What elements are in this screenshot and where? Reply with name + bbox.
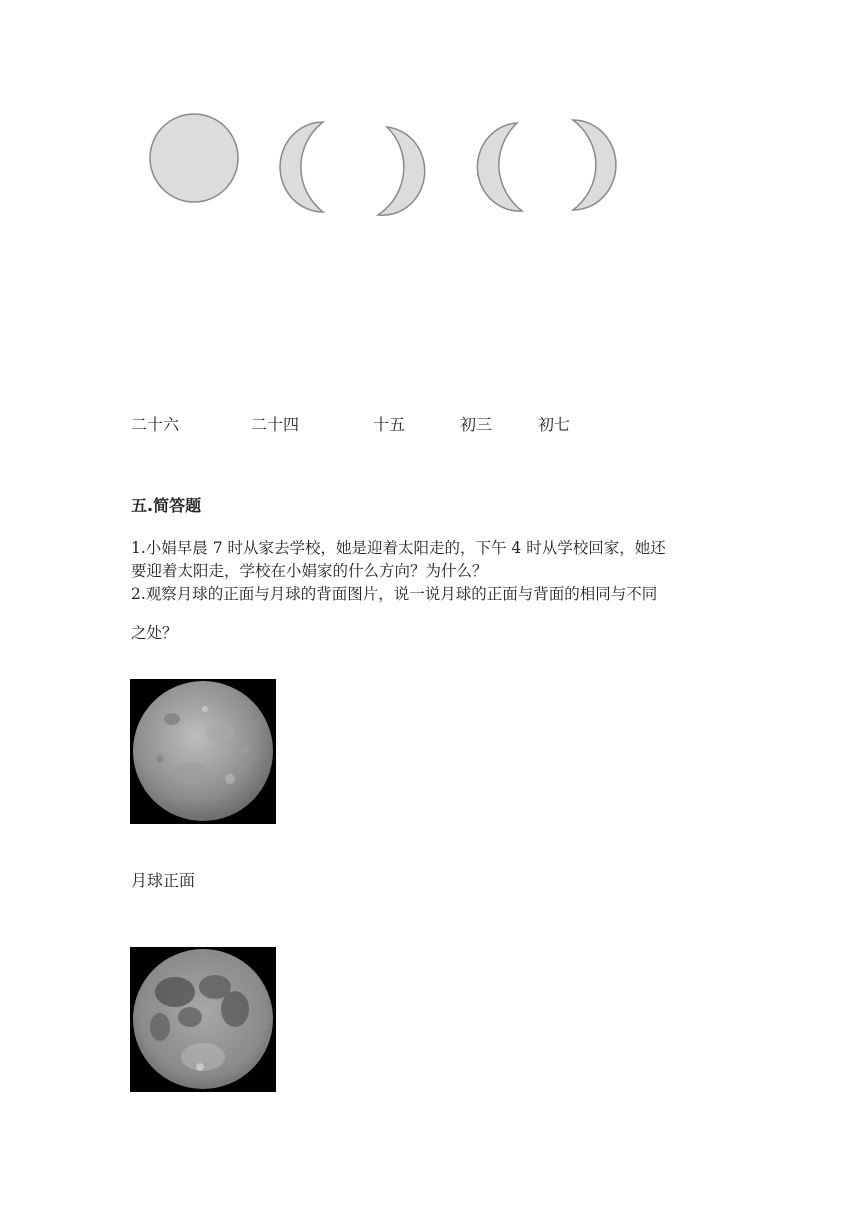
moon-front-image (130, 679, 276, 824)
phase-label-15: 十五 (373, 415, 406, 434)
section-title: 五.简答题 (131, 496, 202, 515)
phase-label-26: 二十六 (131, 415, 180, 434)
moon-back-image (130, 947, 276, 1092)
question-1-line-1: 1.小娟早晨 7 时从家去学校，她是迎着太阳走的，下午 4 时从学校回家，她还 (131, 539, 666, 557)
crescent-left-1-shape (280, 122, 323, 212)
phase-label-24: 二十四 (251, 415, 300, 434)
question-2-line-2: 之处？ (131, 624, 178, 642)
question-1-line-2: 要迎着太阳走，学校在小娟家的什么方向？为什么？ (131, 562, 488, 580)
phase-label-7: 初七 (538, 415, 571, 434)
moon-phases-figure (140, 105, 640, 230)
crescent-right-1-shape (378, 127, 425, 215)
crescent-left-2-shape (477, 123, 522, 211)
question-2-line-1: 2.观察月球的正面与月球的背面图片，说一说月球的正面与背面的相同与不同 (131, 585, 658, 603)
crescent-right-2-shape (573, 120, 616, 210)
caption-moon-front: 月球正面 (131, 871, 196, 890)
full-moon-shape (150, 114, 238, 202)
phase-label-3: 初三 (460, 415, 493, 434)
